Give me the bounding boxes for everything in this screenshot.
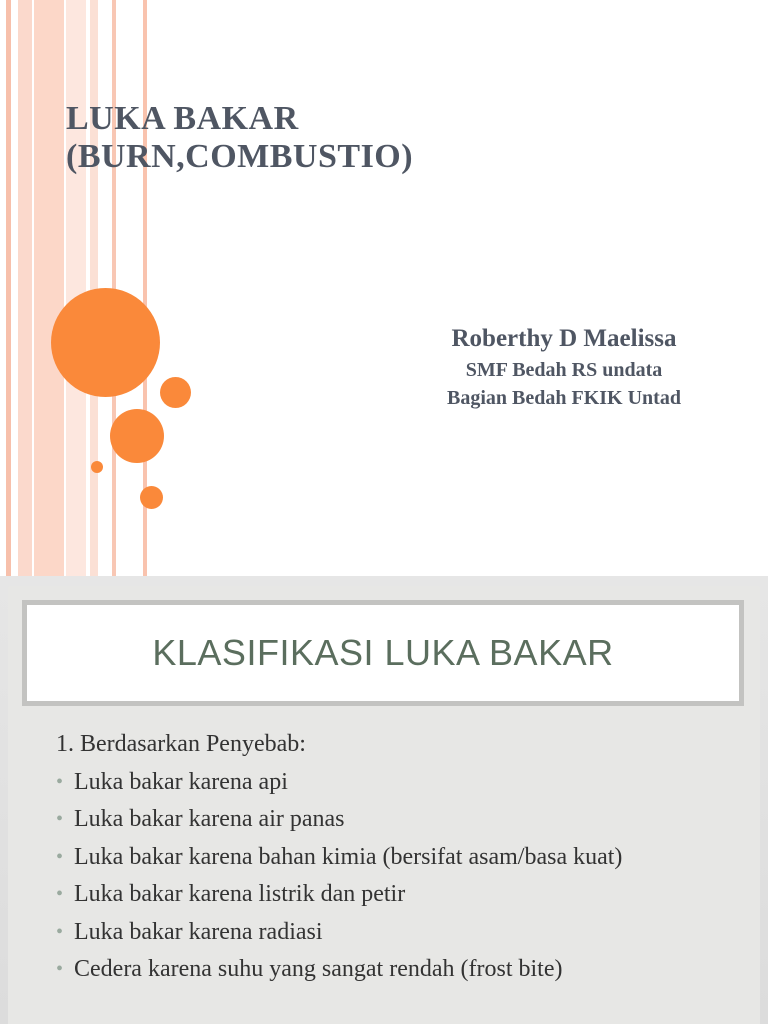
list-item-text: Luka bakar karena air panas <box>74 806 345 832</box>
list-item-text: Cedera karena suhu yang sangat rendah (frost bite) <box>74 956 563 982</box>
list-item-text: Luka bakar karena api <box>74 768 288 795</box>
title-frame <box>22 600 744 706</box>
title-line-2: (BURN,COMBUSTIO) <box>66 138 414 175</box>
list-item <box>56 839 746 877</box>
stripe-decoration <box>34 0 64 576</box>
list-item <box>56 801 746 839</box>
slide-title <box>66 100 413 176</box>
affiliation-line: Bagian Bedah FKIK Untad <box>447 387 681 409</box>
list-item <box>56 914 746 952</box>
title-frame-inner <box>27 605 739 701</box>
stripe-decoration <box>66 0 86 576</box>
bullet-icon: • <box>56 845 64 868</box>
title-line-1: LUKA BAKAR <box>66 100 299 137</box>
list-item <box>56 951 746 989</box>
decorative-circle-small <box>140 486 163 509</box>
bullet-icon: • <box>56 958 64 980</box>
list-item-text: Luka bakar karena radiasi <box>74 918 323 945</box>
decorative-circle-medium <box>110 409 164 463</box>
bullet-icon: • <box>56 883 64 905</box>
list-item <box>56 876 746 914</box>
list-item-text: Luka bakar karena bahan kimia (bersifat asam/basa kuat) <box>74 843 623 870</box>
affiliation-line: SMF Bedah RS undata <box>465 359 663 381</box>
stripe-decoration <box>18 0 32 576</box>
bullet-icon: • <box>56 770 64 793</box>
slide-body <box>56 726 746 989</box>
bullet-icon: • <box>56 808 64 830</box>
list-item-text: Luka bakar karena listrik dan petir <box>74 881 406 907</box>
content-slide <box>0 576 768 1024</box>
list-item <box>56 764 746 802</box>
decorative-circle-large <box>51 288 160 397</box>
slide-title: KLASIFIKASI LUKA BAKAR <box>152 632 614 673</box>
decorative-circle-tiny <box>91 461 103 473</box>
bullet-list <box>56 764 746 989</box>
stripe-decoration <box>6 0 11 576</box>
author-name: Roberthy D Maelissa <box>451 325 677 352</box>
bullet-icon: • <box>56 920 64 943</box>
author-block <box>400 322 728 412</box>
list-heading: 1. Berdasarkan Penyebab: <box>56 731 306 757</box>
decorative-circle-small <box>160 377 191 408</box>
